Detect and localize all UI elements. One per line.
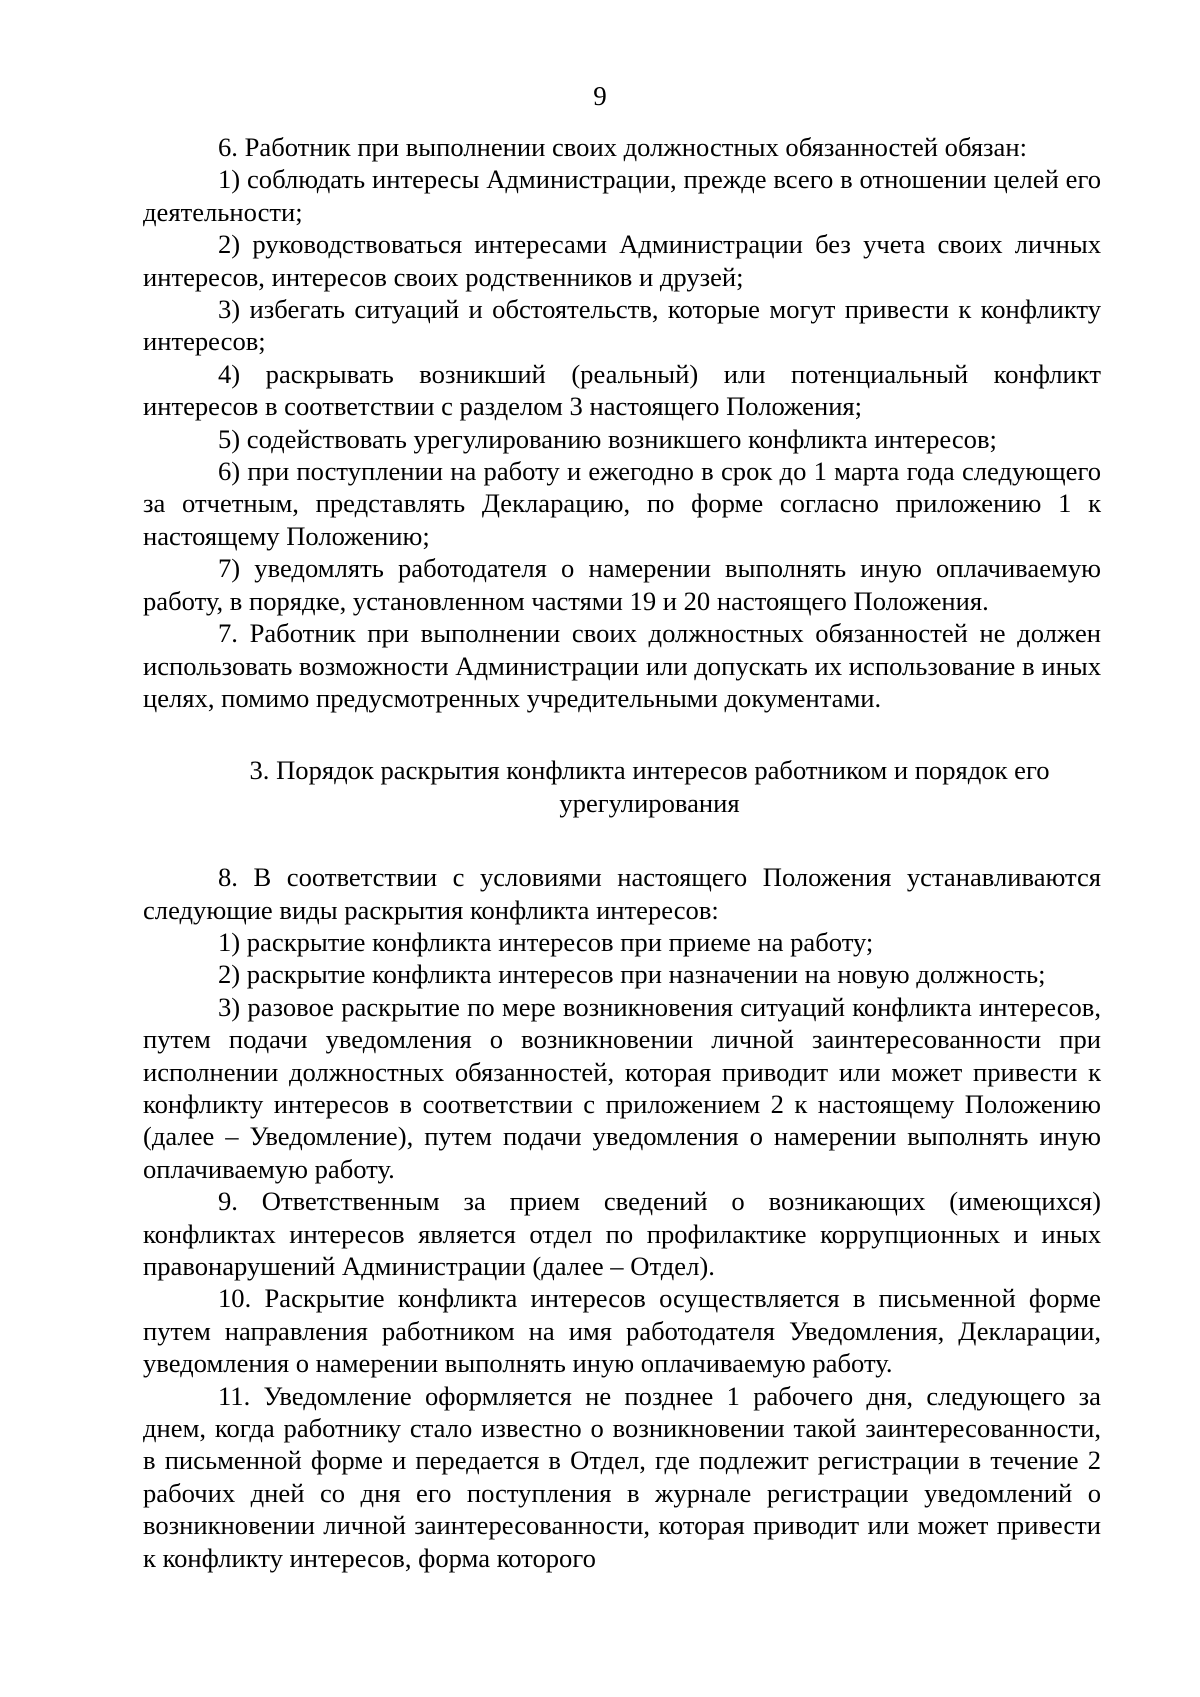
paragraph: 1) раскрытие конфликта интересов при приеме на работу; — [218, 926, 874, 957]
paragraph: 2) руководствоваться интересами Администрации без учета своих личных интересов, интересов своих родственников и друзей; — [143, 229, 1101, 292]
paragraph: 11. Уведомление оформляется не позднее 1 рабочего дня, следующего за днем, когда работнику стало известно о возникновении такой заинтересованности, в письменной форме и передается в Отдел, где подлежит регистрации в течение 2 рабочих дней со дня его поступления в журнале регистрации уведомлений о возникновении личной заинтересованности, которая приводит или может привести к конфликту интересов, форма которого — [143, 1380, 1101, 1573]
paragraph: 6. Работник при выполнении своих должностных обязанностей обязан: — [218, 132, 1027, 162]
paragraph: 9. Ответственным за прием сведений о возникающих (имеющихся) конфликтах интересов является отдел по профилактике коррупционных и иных правонарушений Администрации (далее – Отдел). — [143, 1186, 1101, 1281]
paragraph: 4) раскрывать возникший (реальный) или потенциальный конфликт интересов в соответствии с разделом 3 настоящего Положения; — [143, 358, 1101, 422]
paragraph: 3) избегать ситуаций и обстоятельств, которые могут привести к конфликту интересов; — [143, 294, 1101, 357]
paragraph: 7. Работник при выполнении своих должностных обязанностей не должен использовать возможности Администрации или допускать их использование в иных целях, помимо предусмотренных учредительными документами. — [143, 618, 1101, 713]
page-number: 9 — [593, 81, 607, 111]
paragraph: 10. Раскрытие конфликта интересов осуществляется в письменной форме путем направления работником на имя работодателя Уведомления, Декларации, уведомления о намерении выполнять иную оплачиваемую работу. — [143, 1283, 1101, 1379]
paragraph: 3) разовое раскрытие по мере возникновения ситуаций конфликта интересов, путем подачи уведомления о возникновении личной заинтересованности при исполнении должностных обязанностей, которая приводит или может привести к конфликту интересов в соответствии с приложением 2 к настоящему Положению (далее – Уведомление), путем подачи уведомления о намерении выполнять иную оплачиваемую работу. — [143, 991, 1101, 1184]
section-heading: 3. Порядок раскрытия конфликта интересов работником и порядок его урегулирования — [249, 755, 1050, 818]
paragraph: 5) содействовать урегулированию возникшего конфликта интересов; — [218, 423, 997, 454]
paragraph: 6) при поступлении на работу и ежегодно в срок до 1 марта года следующего за отчетным, представлять Декларацию, по форме согласно приложению 1 к настоящему Положению; — [143, 456, 1101, 551]
paragraph: 2) раскрытие конфликта интересов при назначении на новую должность; — [218, 959, 1046, 990]
paragraph: 1) соблюдать интересы Администрации, прежде всего в отношении целей его деятельности; — [143, 164, 1101, 227]
paragraph: 7) уведомлять работодателя о намерении выполнять иную оплачиваемую работу, в порядке, установленном частями 19 и 20 настоящего Положения. — [143, 553, 1101, 616]
paragraph: 8. В соответствии с условиями настоящего Положения устанавливаются следующие виды раскрытия конфликта интересов: — [143, 862, 1101, 925]
document-body — [143, 131, 1101, 1574]
